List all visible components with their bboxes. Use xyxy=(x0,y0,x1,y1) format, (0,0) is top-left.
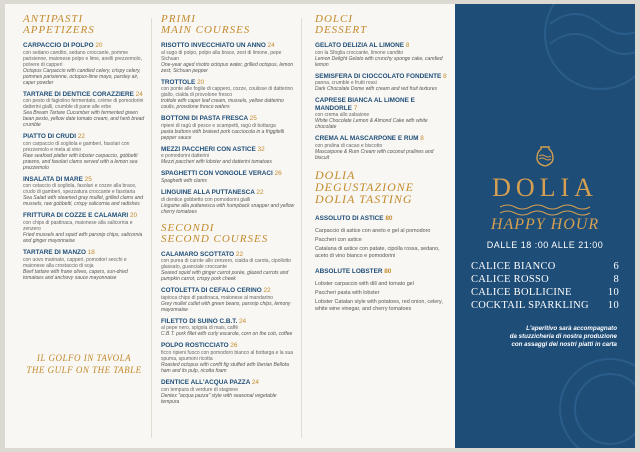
drink-row xyxy=(471,273,619,286)
aperitivo-note: L'aperitivo sarà accompagnato da stuzzicheria di nostra produzione con assaggi dei nostri piatti in carta xyxy=(509,325,617,348)
dish-description-it: con tempura di verdure di stagione xyxy=(161,386,238,393)
dish-price: 26 xyxy=(274,170,282,178)
drinks-list xyxy=(471,260,619,312)
dish-price: 22 xyxy=(77,133,85,141)
logo-text: DOLIA xyxy=(492,173,598,202)
dish-description-en: Dark Chocolate Dome with cream and red fruit textures xyxy=(315,86,437,93)
dessert-title: DOLCI DESSERT xyxy=(315,13,368,36)
tasting-name-text: ASSOLUTO DI ASTICE xyxy=(315,214,384,222)
second-courses-title: SECONDI SECOND COURSES xyxy=(161,221,269,245)
dish-name-text: DENTICE ALL'ACQUA PAZZA xyxy=(161,378,251,386)
dish-price: 8 xyxy=(405,42,410,49)
menu-item xyxy=(23,42,145,86)
dish-name-text: POLPO ROSTICCIATO xyxy=(161,342,229,350)
dish-price: 20 xyxy=(95,42,103,49)
dish-description-it: con purea di carote allo zenzero, cialda di carota, cipollotto glassato, guanciale croccante xyxy=(161,258,292,271)
dish-description-it: con carpaccio di sogliola e gamberi, fasolari con prezzemolo e mela al vino xyxy=(23,140,130,153)
dish-description-en: Linguine alla puttanesca with humpback snapper and yellow cherry tomatoes xyxy=(161,202,295,215)
waves-icon xyxy=(500,203,590,217)
dish-name-text: TARTARE DI MANZO xyxy=(23,248,86,256)
dish-description-en: trottole with caper leaf cream, mussels, yellow datterino coulis, provolone fresco wafers xyxy=(161,98,284,111)
dish-description-it: con chips di pastinaca, maionese alla salicornia e zenzero xyxy=(23,219,133,232)
appetizers-column xyxy=(5,4,151,448)
gulf-note: IL GOLFO IN TAVOLA THE GULF ON THE TABLE xyxy=(26,353,142,375)
dish-name xyxy=(161,189,295,197)
tasting-price: 80 xyxy=(385,214,393,222)
menu-item xyxy=(161,146,295,166)
dish-description-it: con ponte alle foglie di cappero, cozze, coulisse di datterino giallo, cialda di provolone fresco xyxy=(161,86,294,99)
dish-name-text: CARPACCIO DI POLPO xyxy=(23,42,94,49)
dish-name-text: TROTTOLE xyxy=(161,78,196,86)
dish-description-en: Sea Salad with steamed gray mullet, grilled clams and mussels, raw gobbetti, crispy salicornia and radishes xyxy=(23,195,144,208)
tasting-course: Carpaccio di astice con aneto e gel al pomodoro xyxy=(315,227,431,234)
tasting-course: Lobster carpaccio with dill and tomato gel xyxy=(315,280,414,287)
dish-name xyxy=(161,42,295,50)
menu-item xyxy=(161,251,295,283)
dish-name-text: SEMISFERA DI CIOCCOLATO FONDENTE xyxy=(315,72,442,80)
tasting-course: Paccheri con astice xyxy=(315,236,362,243)
menu-item xyxy=(23,249,145,281)
dish-price: 24 xyxy=(135,90,143,98)
drink-name: CALICE BIANCO xyxy=(471,261,556,272)
drink-price: 8 xyxy=(613,274,619,285)
dish-description-it: ripieni di ragù di pesce e scampetti, ragù di bottarga xyxy=(161,122,276,129)
dish-description-en: Lemon Delight Gelato with crunchy sponge cake, candied lemon xyxy=(315,55,443,68)
dish-name-text: LINGUINE ALLA PUTTANESCA xyxy=(161,188,255,196)
dish-description-it: di dentice gobbetto con pomodorini gialli xyxy=(161,196,251,203)
dish-description-en: Roasted octopus with confit fig stuffed with Iberian Bellota ham and its pulp, ricotta foam xyxy=(161,361,289,374)
menu-item xyxy=(315,42,447,68)
drink-row xyxy=(471,260,619,273)
dish-name-text: CALAMARO SCOTTATO xyxy=(161,250,235,258)
dish-name xyxy=(23,212,145,220)
menu-item xyxy=(315,73,447,93)
dish-name-text: SPAGHETTI CON VONGOLE VERACI xyxy=(161,170,273,178)
shell-ornament-icon xyxy=(550,349,635,448)
dish-name xyxy=(315,97,447,112)
drink-price: 10 xyxy=(607,287,619,298)
dish-name xyxy=(23,91,145,99)
drink-price: 10 xyxy=(607,300,619,311)
menu-item xyxy=(161,342,295,374)
dish-price: 18 xyxy=(87,248,95,256)
drink-name: CALICE ROSSO xyxy=(471,274,549,285)
dish-description-it: con uovo marinato, capperi, pomodori secchi e maionese alla crostaccio di soja xyxy=(23,256,127,269)
tasting-course: Catalana di astice con patate, cipolla rossa, sedano, aceto di vino bianco e pomodorini xyxy=(315,245,440,259)
dish-description-it: con pesto di fagiolino fermentato, crème di pomodorini datterini gialli, crumble di pane alle erbe xyxy=(23,98,144,111)
dish-name xyxy=(23,133,145,141)
dish-description-en: White Chocolate Lemon & Almond Cake with white chocolate xyxy=(315,118,428,131)
dish-name xyxy=(161,379,295,387)
dish-name xyxy=(315,73,447,81)
menu-item xyxy=(161,189,295,215)
dish-price: 20 xyxy=(197,78,205,86)
dish-name-text: BOTTONI DI PASTA FRESCA xyxy=(161,115,248,123)
dish-price: 24 xyxy=(251,378,259,386)
dish-price: 8 xyxy=(443,72,447,80)
dish-price: 26 xyxy=(230,342,238,350)
dish-price: 22 xyxy=(256,188,264,196)
dish-name xyxy=(161,318,295,326)
dish-name xyxy=(161,287,295,295)
dish-name xyxy=(161,342,295,350)
tasting-price: 80 xyxy=(384,267,392,275)
menu-item xyxy=(161,42,295,74)
dish-description-en: Raw seafood platter with lobster carpaccio, gobbetti prawns, and fasolari clams served with a lemon sea prezzemolo xyxy=(23,152,138,171)
dish-name xyxy=(161,251,295,259)
drink-price: 6 xyxy=(613,261,619,272)
menu-item xyxy=(161,115,295,141)
drink-name: COCKTAIL SPARKLING xyxy=(471,300,589,311)
dish-name xyxy=(161,79,295,87)
dish-name xyxy=(315,135,447,143)
happy-hour-time: DALLE 18 :00 ALLE 21:00 xyxy=(486,240,604,250)
dish-description-it: con crema allo zabaione xyxy=(315,112,370,119)
dish-name-text: COTOLETTA DI CEFALO CERINO xyxy=(161,287,262,295)
dish-name xyxy=(23,42,145,50)
menu-item xyxy=(161,318,295,338)
dish-price: 7 xyxy=(353,104,358,112)
main-courses-title: PRIMI MAIN COURSES xyxy=(161,13,251,36)
dish-description-en: Beef tartare with frane olives, capers, sun-dried tomatoes and anchovy sauce mayonnaise xyxy=(23,268,128,281)
dish-name-text: CREMA AL MASCARPONE E RUM xyxy=(315,135,419,143)
menu-sheet xyxy=(5,4,635,448)
tasting-title: DOLIA DEGUSTAZIONE DOLIA TASTING xyxy=(315,167,415,206)
dish-description-en: Fried mussels and squid with parsnip chips, salicornia and ginger mayonnaise xyxy=(23,231,143,244)
dish-price: 22 xyxy=(235,250,244,258)
dish-price: 32 xyxy=(257,145,265,153)
menu-item xyxy=(23,133,145,171)
dish-description-it: tapioca chips di pastinaca, maionese al mandarino xyxy=(161,294,274,301)
dish-name xyxy=(161,170,295,178)
tasting-name-text: ABSOLUTE LOBSTER xyxy=(315,267,383,275)
dish-description-it: panna, crumble e frutti rossi xyxy=(315,80,377,87)
dish-description-en: Mascarpone & Rum Cream with coconut pralines and biscuit xyxy=(315,148,434,161)
dish-description-en: Sea Bream Tartare Cucumber with fermented green bean pesto, yellow date tomato cream, and herb bread crumble xyxy=(23,110,145,129)
dish-price: 25 xyxy=(249,115,257,123)
dish-price: 25 xyxy=(84,175,92,183)
tasting-course: Paccheri pasta with lobster xyxy=(315,289,380,296)
dish-description-it: ficco ripieni fuoco con pomodoro bianco al bottarga e la sua spuma, spumoni ricotta xyxy=(161,349,294,362)
dish-price: 24 xyxy=(267,42,275,49)
wave-ornament-icon xyxy=(540,4,635,94)
dish-description-it: al sugo di polpo, polpo alla brace, zest di limone, pepe Sichuan xyxy=(161,49,282,62)
menu-item xyxy=(161,170,295,184)
menu-item xyxy=(23,91,145,129)
dish-name xyxy=(315,42,447,50)
drink-name: CALICE BOLLICINE xyxy=(471,287,572,298)
dish-description-en: C.B.T. pork fillet with curly escarole, corn on the cob, coffee xyxy=(161,331,293,338)
menu-item xyxy=(161,79,295,111)
dish-name-text: TARTARE DI DENTICE CORAZZIERE xyxy=(23,90,134,98)
dish-description-en: Grey mullet cutlet with green beans, parsnip chips, lemony mayonnaise xyxy=(161,300,291,313)
tasting-course: Lobster Catalan style with potatoes, red onion, celery, white wine vinegar, and cherry tomatoes xyxy=(315,298,443,312)
tasting-name xyxy=(315,215,447,223)
dish-description-en: Spaghetti with clams xyxy=(161,177,207,184)
dish-description-en: Octopus Carpaccio with candied celery, crispy celery, pommes parisienne, octopus-lime mayo, parsley air, caper powder xyxy=(23,67,141,86)
dish-description-en: Mezzi paccheri with lobster and datterini tomatoes xyxy=(161,159,272,166)
dish-name-text: PIATTO DI CRUDI xyxy=(23,133,77,141)
dish-name-text: FRITTURA DI COZZE E CALAMARI xyxy=(23,212,129,220)
appetizers-title: ANTIPASTI APPETIZERS xyxy=(23,13,95,36)
dish-description-it: con pralina di cacao e biscotto xyxy=(315,142,383,149)
dish-description-en: pasta buttons with braised pork cacciocola in a friggitelli pepper sauce xyxy=(161,128,285,141)
menu-item xyxy=(315,97,447,130)
dish-name xyxy=(161,115,295,123)
menu-item xyxy=(315,135,447,161)
dish-description-en: Dentex "acqua pazza" style with seasonal vegetable tempura xyxy=(161,392,277,405)
dish-description-it: e pomodorini datterini xyxy=(161,153,210,160)
dish-price: 22 xyxy=(263,287,271,295)
menu-item xyxy=(161,287,295,313)
dish-name-text: RISOTTO INVECCHIATO UN ANNO xyxy=(161,42,266,49)
dish-name-text: FILETTO DI SUINO C.B.T. xyxy=(161,317,238,325)
happy-hour-title: HAPPY HOUR xyxy=(490,216,600,233)
logo xyxy=(455,144,635,222)
dish-name xyxy=(23,176,145,184)
drink-row xyxy=(471,299,619,312)
dish-name-text: GELATO DELIZIA AL LIMONE xyxy=(315,42,404,49)
dish-description-en: Seared squid with ginger carrot purée, glazed carrots and pumpkin carrot, crispy pork cheek xyxy=(161,270,289,283)
menu-item xyxy=(161,379,295,405)
dish-price: 8 xyxy=(420,135,424,143)
dish-price: 20 xyxy=(129,212,138,220)
menu-item xyxy=(23,212,145,244)
dish-description-it: al pepe nero, spigola di mais, caffè xyxy=(161,325,239,332)
dish-name-text: MEZZI PACCHERI CON ASTICE xyxy=(161,145,256,153)
drink-row xyxy=(471,286,619,299)
dish-name xyxy=(23,249,145,257)
dish-description-it: con sedano candito, sedano croccante, pomme parisienne, maionese polpo e lime, anelli prezzemolo, polvere di capperi xyxy=(23,49,142,68)
dish-name-text: INSALATA DI MARE xyxy=(23,175,83,183)
dish-description-en: One-year aged risotto octopus water, grilled octopus, lemon zest, Sichuan pepper xyxy=(161,61,294,74)
dish-name xyxy=(161,146,295,154)
dish-name-text: CAPRESE BIANCA AL LIMONE E MANDORLE xyxy=(315,97,415,112)
tasting-name xyxy=(315,268,447,276)
dish-description-it: con la Sfoglia croccante, limone candito xyxy=(315,49,404,56)
dish-price: 24 xyxy=(239,317,247,325)
main-courses-column xyxy=(151,4,301,448)
menu-item xyxy=(23,176,145,208)
dish-description-it: con cetaccio di sogliola, fasolari e cozze alla brace, crudo di gamberi, spezzatura croccante e fasolaria xyxy=(23,183,137,196)
amphora-icon xyxy=(533,144,557,168)
happy-hour-panel xyxy=(455,4,635,448)
dessert-column xyxy=(301,4,455,448)
